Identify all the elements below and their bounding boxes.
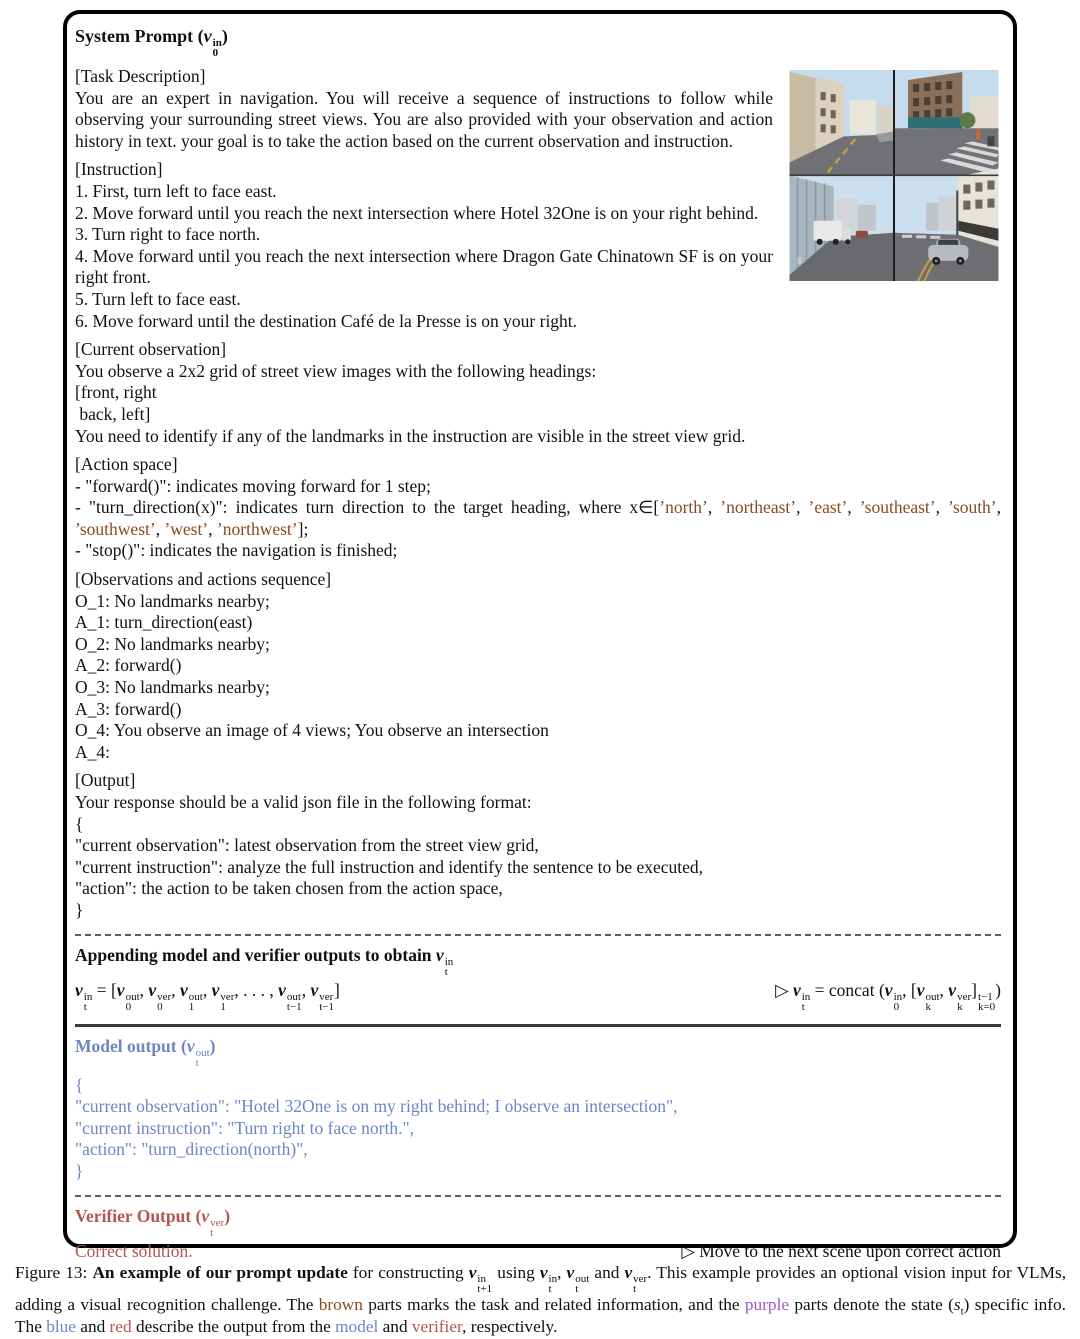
- text-segment: ’north’: [659, 497, 708, 518]
- text-segment: {: [75, 1074, 84, 1095]
- text-segment: for constructing: [347, 1263, 469, 1282]
- text-segment: ,: [139, 979, 149, 1000]
- text-segment: ,: [847, 497, 860, 518]
- text-segment: brown: [318, 1295, 363, 1314]
- prompt-line: [75, 1206, 1001, 1238]
- text-segment: A_3: forward(): [75, 698, 182, 719]
- text-segment: , respectively.: [462, 1316, 558, 1336]
- text-segment: ]: [971, 979, 977, 1000]
- prompt-line: [75, 814, 1001, 836]
- row-left: [75, 980, 340, 1012]
- text-segment: ]: [333, 979, 340, 1000]
- prompt-line: [75, 677, 1001, 699]
- text-segment: ’south’: [948, 497, 997, 518]
- math-symbol: v out k: [916, 979, 940, 1013]
- text-segment: 4. Move forward until you reach the next intersection where Dragon Gate Chinatown SF is on your right front.: [75, 245, 773, 288]
- street-view-grid: [789, 70, 999, 281]
- text-segment: ,: [301, 979, 311, 1000]
- text-segment: back, left]: [75, 403, 151, 424]
- text-segment: ,: [996, 497, 1002, 518]
- text-segment: ) specific info. The: [15, 1295, 1066, 1336]
- row-left: [75, 1241, 193, 1263]
- prompt-line: [75, 655, 1001, 677]
- text-segment: ’west’: [164, 518, 209, 539]
- prompt-paragraph: [75, 361, 1001, 383]
- street-view-photo-grid: [789, 70, 999, 281]
- prompt-content: [75, 66, 1001, 1262]
- text-segment: [front, right: [75, 382, 157, 403]
- math-symbol: v out 0: [116, 979, 140, 1013]
- prompt-line: [75, 857, 1001, 879]
- text-segment: 2. Move forward until you reach the next intersection where Hotel 32One is on your right behind.: [75, 202, 759, 223]
- math-symbol: t−1 k=0: [977, 990, 996, 1013]
- text-segment: - "forward()": indicates moving forward for 1 step;: [75, 475, 431, 496]
- prompt-line: [75, 1161, 1001, 1183]
- text-segment: {: [75, 813, 84, 834]
- prompt-line: [75, 878, 1001, 900]
- text-segment: purple: [744, 1295, 790, 1314]
- text-segment: You observe a 2x2 grid of street view images with the following headings:: [75, 360, 597, 381]
- text-segment: , . . . ,: [234, 979, 279, 1000]
- prompt-line: [75, 720, 1001, 742]
- text-segment: O_3: No landmarks nearby;: [75, 677, 270, 698]
- math-symbol: v ver k: [948, 979, 972, 1013]
- text-segment: System Prompt (: [75, 26, 204, 46]
- text-segment: ,: [935, 497, 949, 518]
- text-segment: You need to identify if any of the landmarks in the instruction are visible in the street view grid.: [75, 425, 746, 446]
- math-symbol: v in t: [75, 979, 93, 1013]
- prompt-line: [75, 591, 1001, 613]
- text-segment: "current observation": latest observation from the street view grid,: [75, 835, 539, 856]
- figure-caption: [15, 1262, 1066, 1337]
- math-symbol: v in t: [792, 979, 811, 1013]
- dashed-separator: [75, 1195, 1001, 1197]
- text-segment: 3. Turn right to face north.: [75, 224, 261, 245]
- text-segment: }: [75, 1160, 84, 1181]
- text-segment: ▷ Move to the next scene upon correct action: [681, 1240, 1001, 1261]
- text-segment: ,: [208, 518, 217, 539]
- prompt-line: [75, 1096, 1001, 1118]
- prompt-line: [75, 1139, 1001, 1161]
- text-segment: [Task Description]: [75, 66, 206, 86]
- text-segment: ,: [707, 497, 721, 518]
- prompt-paragraph: [75, 497, 1001, 540]
- prompt-line: [75, 404, 1001, 426]
- text-segment: using: [492, 1263, 540, 1282]
- prompt-box: [63, 10, 1017, 1261]
- text-segment: [Observations and actions sequence]: [75, 569, 332, 590]
- prompt-line: [75, 770, 1001, 792]
- prompt-line: [75, 699, 1001, 721]
- text-segment: parts denote the state (: [789, 1295, 954, 1314]
- text-segment: ’northeast’: [720, 497, 797, 518]
- text-segment: ];: [297, 518, 309, 539]
- text-segment: A_4:: [75, 741, 110, 762]
- text-segment: ’southeast’: [859, 497, 936, 518]
- text-segment: ,: [202, 979, 212, 1000]
- prompt-paragraph: [75, 426, 1001, 448]
- text-segment: ): [209, 1035, 216, 1056]
- math-symbol: v ver t: [201, 1205, 225, 1239]
- text-segment: ): [224, 1205, 231, 1226]
- math-symbol: v out t: [566, 1263, 590, 1295]
- prompt-line: [75, 1118, 1001, 1140]
- row-right: [681, 1241, 1001, 1263]
- text-segment: A_1: turn_direction(east): [75, 612, 253, 633]
- math-symbol: v in 0: [884, 979, 903, 1013]
- prompt-line: [75, 569, 1001, 591]
- text-segment: Verifier Output (: [75, 1205, 202, 1226]
- math-symbol: v out 1: [179, 979, 203, 1013]
- text-segment: "current instruction": analyze the full instruction and identify the sentence to be executed,: [75, 856, 704, 877]
- prompt-line: [75, 382, 1001, 404]
- prompt-line: [75, 792, 1001, 814]
- text-segment: . This example provides an optional vision input for VLMs, adding a visual recognition challenge. The: [15, 1263, 1067, 1314]
- prompt-paragraph: [75, 476, 1001, 498]
- prompt-line: [75, 835, 1001, 857]
- text-segment: - "turn_direction(x)": indicates turn direction to the target heading, where x∈[: [75, 497, 660, 518]
- formula-row: [75, 980, 1001, 1012]
- text-segment: = [: [92, 979, 117, 1000]
- text-segment: Correct solution.: [75, 1240, 193, 1261]
- text-segment: [Action space]: [75, 454, 178, 475]
- text-segment: Figure 13:: [15, 1263, 93, 1282]
- text-segment: "action": the action to be taken chosen from the action space,: [75, 878, 503, 899]
- text-segment: verifier: [411, 1316, 463, 1336]
- prompt-line: [75, 454, 1001, 476]
- text-segment: [Current observation]: [75, 339, 227, 360]
- text-segment: ,: [155, 518, 165, 539]
- text-segment: ): [995, 979, 1001, 1000]
- text-segment: and: [378, 1316, 412, 1336]
- prompt-line: [75, 945, 1001, 977]
- text-segment: An example of our prompt update: [92, 1263, 348, 1282]
- prompt-line: [75, 1075, 1001, 1097]
- text-segment: - "stop()": indicates the navigation is finished;: [75, 540, 398, 561]
- text-segment: O_1: No landmarks nearby;: [75, 590, 270, 611]
- text-segment: and: [75, 1316, 110, 1336]
- text-segment: ’east’: [808, 497, 848, 518]
- text-segment: , [: [902, 979, 917, 1000]
- row-right: [775, 980, 1001, 1012]
- text-segment: ’southwest’: [75, 518, 156, 539]
- text-segment: You are an expert in navigation. You will receive a sequence of instructions to follow while observing your surrounding street views. You are also provided with your observation and action history in text. your goal is to take the action based on the current observation and instruction.: [75, 87, 773, 151]
- system-prompt-title: [75, 25, 1001, 58]
- prompt-line: [75, 900, 1001, 922]
- text-segment: ,: [796, 497, 809, 518]
- prompt-paragraph: [75, 289, 1001, 311]
- math-symbol: v in 0: [203, 26, 222, 59]
- text-segment: describe the output from the: [131, 1316, 336, 1336]
- dashed-separator: [75, 934, 1001, 936]
- text-segment: ,: [939, 979, 949, 1000]
- text-segment: = concat (: [810, 979, 885, 1000]
- math-symbol: v in t: [539, 1263, 558, 1295]
- text-segment: O_2: No landmarks nearby;: [75, 633, 270, 654]
- math-symbol: v out t: [186, 1035, 210, 1069]
- text-segment: }: [75, 899, 84, 920]
- text-segment: parts marks the task and related information, and the: [362, 1295, 745, 1314]
- text-segment: O_4: You observe an image of 4 views; You observe an intersection: [75, 720, 549, 741]
- text-segment: red: [109, 1316, 132, 1336]
- text-segment: Your response should be a valid json file in the following format:: [75, 792, 532, 812]
- prompt-line: [75, 634, 1001, 656]
- text-segment: ,: [557, 1263, 567, 1282]
- math-symbol: $s_t$: [953, 1295, 964, 1318]
- text-segment: A_2: forward(): [75, 655, 182, 676]
- text-segment: model: [335, 1316, 379, 1336]
- prompt-line: [75, 612, 1001, 634]
- math-symbol: v in t+1: [468, 1263, 493, 1295]
- solid-separator: [75, 1024, 1001, 1027]
- text-segment: blue: [46, 1316, 76, 1336]
- math-symbol: v in t: [435, 944, 454, 978]
- text-segment: Appending model and verifier outputs to obtain: [75, 944, 436, 965]
- text-segment: [Instruction]: [75, 159, 163, 180]
- text-segment: ): [221, 26, 228, 46]
- text-segment: Model output (: [75, 1035, 187, 1056]
- text-segment: and: [589, 1263, 625, 1282]
- text-segment: [Output]: [75, 770, 136, 791]
- prompt-line: [75, 742, 1001, 764]
- text-segment: ▷: [775, 979, 793, 1000]
- math-symbol: v ver t: [624, 1263, 648, 1295]
- text-segment: 5. Turn left to face east.: [75, 288, 241, 309]
- prompt-line: [75, 1036, 1001, 1068]
- math-symbol: v out t−1: [278, 979, 302, 1013]
- text-segment: ’northwest’: [216, 518, 298, 539]
- prompt-line: [75, 339, 1001, 361]
- text-segment: ,: [171, 979, 180, 1000]
- text-segment: "current instruction": "Turn right to face north.",: [75, 1117, 414, 1138]
- formula-row: [75, 1241, 1001, 1263]
- text-segment: "current observation": "Hotel 32One is on my right behind; I observe an intersection",: [75, 1096, 678, 1117]
- prompt-paragraph: [75, 311, 1001, 333]
- text-segment: 1. First, turn left to face east.: [75, 180, 277, 201]
- text-segment: "action": "turn_direction(north)",: [75, 1139, 308, 1160]
- math-symbol: v ver 0: [148, 979, 172, 1013]
- text-segment: 6. Move forward until the destination Café de la Presse is on your right.: [75, 310, 578, 331]
- math-symbol: v ver 1: [211, 979, 235, 1013]
- prompt-paragraph: [75, 540, 1001, 562]
- math-symbol: v ver t−1: [310, 979, 334, 1013]
